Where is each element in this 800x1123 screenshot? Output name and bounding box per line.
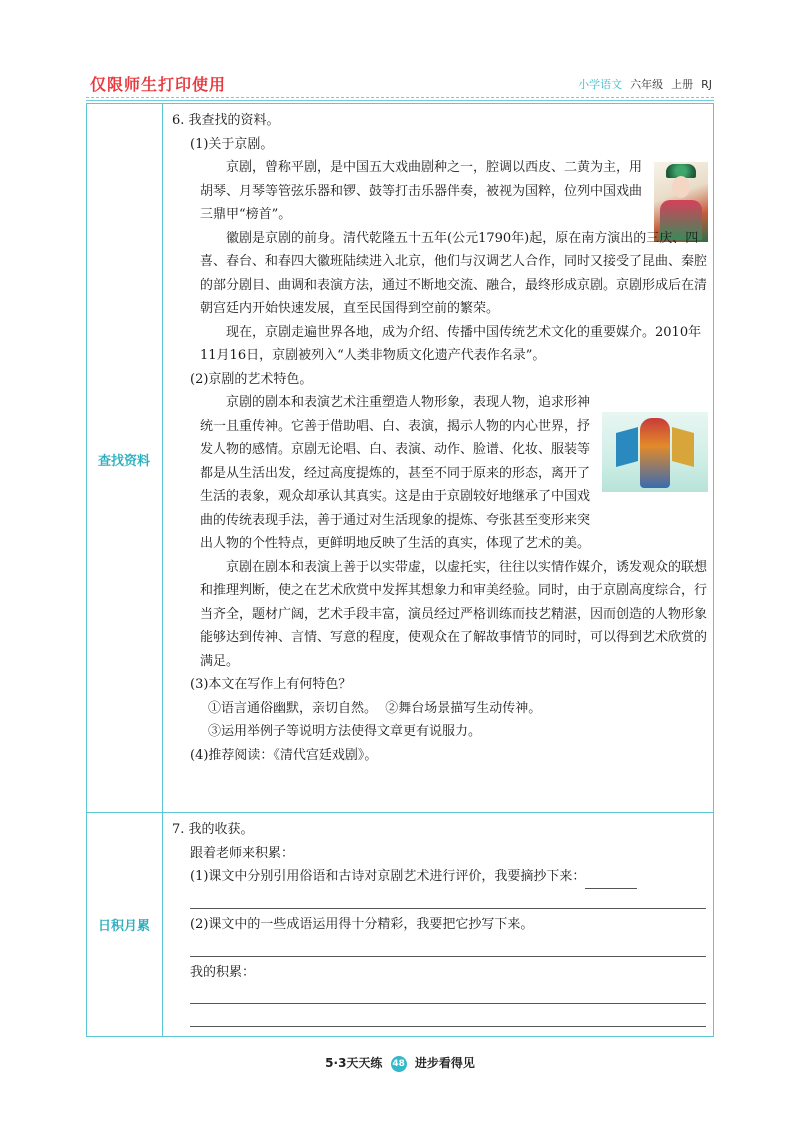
page-number-badge: 48 [391, 1056, 407, 1072]
item1-answer-blank[interactable] [585, 872, 637, 889]
grade-label: 六年级 [630, 78, 664, 91]
header-divider-solid [86, 100, 714, 101]
item2-text: (2)课文中的一些成语运用得十分精彩，我要把它抄写下来。 [190, 917, 534, 932]
question-7-intro: 跟着老师来积累： [190, 845, 295, 861]
section-label-accumulate: 日积月累 [97, 919, 150, 934]
part3-options-row [172, 697, 708, 721]
question-6 [172, 109, 708, 767]
part1-title: (1)关于京剧。 [190, 136, 274, 152]
book-info [578, 76, 712, 92]
item1-text: (1)课文中分别引用俗语和古诗对京剧艺术进行评价，我要摘抄下来： [190, 869, 586, 884]
accumulation-line-2[interactable] [190, 1026, 706, 1027]
question-7-title: 7. 我的收获。 [172, 822, 254, 837]
question-7 [172, 818, 708, 889]
part3-option-3: ③运用举例子等说明方法使得文章更有说服力。 [208, 724, 482, 739]
part4-recommendation: (4)推荐阅读：《清代宫廷戏剧》。 [190, 747, 378, 763]
question-6-title: 6. 我查找的资料。 [172, 113, 280, 128]
item1-answer-line[interactable] [190, 908, 706, 909]
accumulation-line-1[interactable] [190, 1003, 706, 1004]
edition-label: RJ [701, 78, 712, 91]
question-7-item2 [172, 913, 708, 937]
section-divider [86, 812, 714, 813]
header-divider [86, 97, 714, 98]
part3-title: (3)本文在写作上有何特色？ [190, 677, 352, 692]
restriction-notice: 仅限师生打印使用 [90, 75, 227, 94]
part2-title: (2)京剧的艺术特色。 [190, 371, 313, 387]
part3-option-2: ②舞台场景描写生动传神。 [385, 700, 542, 716]
part1-paragraph-2: 徽剧是京剧的前身。清代乾隆五十五年(公元1790年)起，原在南方演出的三庆、四喜、春台、和春四大徽班陆续进入北京，他们与汉调艺人合作，同时又接受了昆曲、秦腔的部分剧目、曲调和表演方法，通过不断地交流、融合，最终形成京剧。京剧形成后在清朝宫廷内开始快速发展，直至民国得到空前的繁荣。 [200, 230, 708, 316]
section-label-research: 查找资料 [97, 454, 150, 469]
footer-brand: 5·3天天练 [325, 1056, 383, 1070]
part1-paragraph-1: 京剧，曾称平剧，是中国五大戏曲剧种之一，腔调以西皮、二黄为主，用胡琴、月琴等管弦乐器和锣、鼓等打击乐器伴奏，被视为国粹，位列中国戏曲三鼎甲“榜首”。 [200, 160, 643, 222]
question-7-mine [172, 961, 708, 985]
page-footer [0, 1054, 800, 1072]
part3-option-1: ①语言通俗幽默，亲切自然。 [208, 700, 378, 716]
part2-paragraph-1: 京剧的剧本和表演艺术注重塑造人物形象，表现人物，追求形神统一且重传神。它善于借助唱、白、表演，揭示人物的内心世界，抒发人物的感情。京剧无论唱、白、表演、动作、脸谱、化妆、服装等都是从生活出发，经过高度提炼的，甚至不同于原来的形态，离开了生活的表象，观众却承认其真实。这是由于京剧较好地继承了中国戏曲的传统表现手法，善于通过对生活现象的提炼、夸张甚至变形来突出人物的个性特点，更鲜明地反映了生活的真实，体现了艺术的美。 [200, 395, 591, 551]
item1-prompt [172, 865, 708, 889]
term-label: 上册 [671, 78, 694, 91]
subject-label: 小学语文 [578, 78, 623, 91]
part1-paragraph-3: 现在，京剧走遍世界各地，成为介绍、传播中国传统艺术文化的重要媒介。2010年11月16日，京剧被列入“人类非物质文化遗产代表作名录”。 [200, 324, 702, 363]
my-accumulation-label: 我的积累： [190, 965, 256, 980]
item2-answer-line[interactable] [190, 956, 706, 957]
part2-paragraph-2: 京剧在剧本和表演上善于以实带虚，以虚托实，往往以实情作媒介，诱发观众的联想和推理判断，使之在艺术欣赏中发挥其想象力和审美经验。同时，由于京剧高度综合，行当齐全，题材广阔，艺术手段丰富，演员经过严格训练而技艺精湛，因而创造的人物形象能够达到传神、言情、写意的程度，使观众在了解故事情节的同时，可以得到艺术欣赏的满足。 [200, 559, 708, 669]
footer-slogan: 进步看得见 [414, 1056, 475, 1070]
label-column-divider [162, 103, 163, 1037]
